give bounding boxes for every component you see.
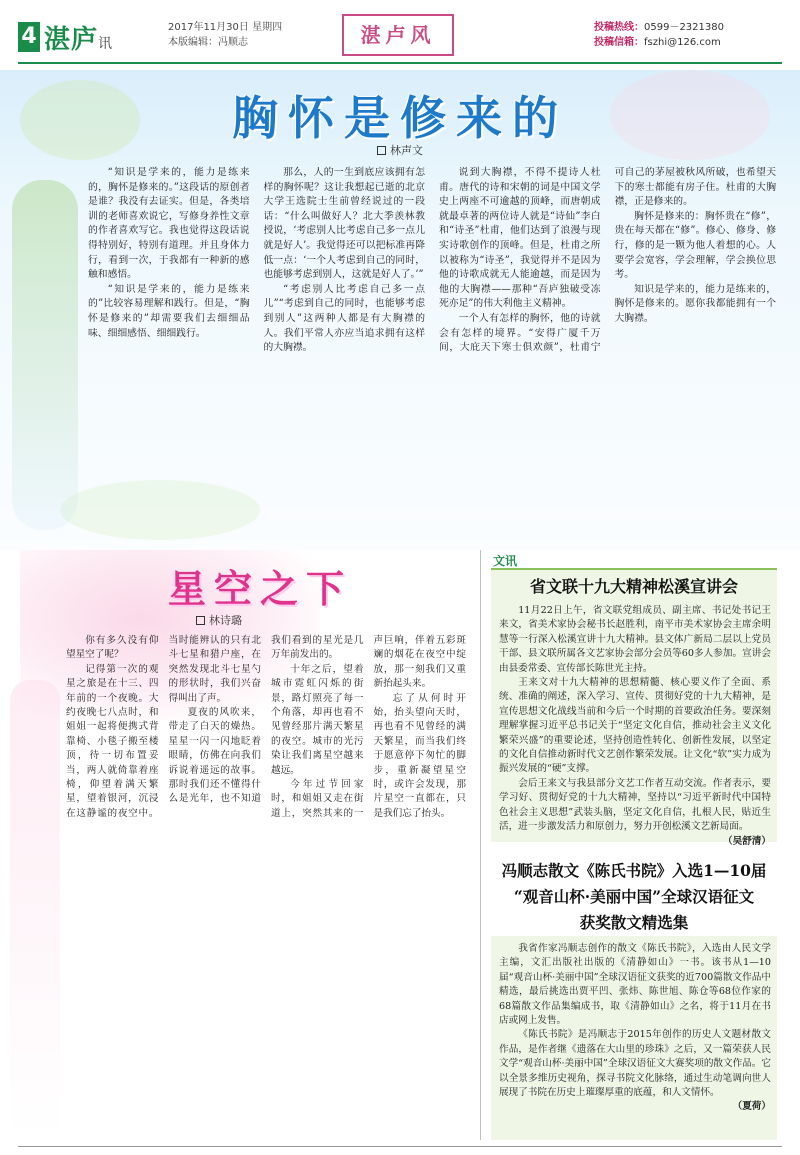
logo-text: 湛庐: [44, 25, 99, 55]
email-label: 投稿信箱：: [594, 37, 644, 48]
article-body: [88, 166, 776, 538]
paragraph: 一个人有怎样的胸怀，他的诗就会有怎样的境界。“安得广厦千万间，大庇天下寒士俱欢颜”，杜甫宁可自己的茅屋被秋风所破，也希望天下的寒士都能有房子住。杜甫的大胸襟，正是修来的。: [439, 167, 776, 354]
paragraph: “知识是学来的，能力是练来的”比较容易理解和践行。但是，“胸怀是修来的”却需要我们去细细品味、细细感悟、细细践行。: [88, 283, 250, 339]
headline-line: “观音山杯·美丽中国”全球汉语征文: [513, 887, 755, 906]
article-chest: [0, 70, 800, 550]
news-body: [499, 942, 771, 1138]
paragraph: 我省作家冯顺志创作的散文《陈氏书院》，入选由人民文学主编，文汇出版社出版的《清静如山》一书。该书从1—10届“观音山杯·美丽中国”全球汉语征文获奖的近700篇散文作品中精选，最后挑选出贾平凹、张炜、陈世旭、陈仓等68位作家的68篇散文作品集编成书，取《清静如山》之名，将于11月在书店或网上发售。: [499, 943, 771, 1027]
square-icon: [377, 146, 386, 155]
article-author: 林诗璐: [209, 614, 242, 627]
paragraph: 11月22日上午，省文联党组成员、副主席、书记处书记王来文，省美术家协会秘书长赵胜利，南平市美术家协会主席余明慧等一行深入松溪宣讲十九大精神。县文体广新局二层以上党员干部、县文联所属各文艺家协会部分会员等60多人参加。宣讲会由县委常委、宣传部长陈世光主持。: [499, 605, 771, 674]
paragraph-text: 《陈氏书院》是冯顺志于2015年创作的历史人文题材散文作品，是作者继《遗落在大山里的珍珠》之后，又一篇荣获人民文学“观音山杯·美丽中国”全球汉语征文大赛奖项的散文作品。它以全景多维历史视角，探寻书院文化脉络，通过生动笔调向世人展现了书院在历史上璀璨厚重的底蕴，和人文情怀。: [499, 1029, 771, 1099]
paragraph: “知识是学来的，能力是练来的，胸怀是修来的。”这段话的原创者是谁？我没有去证实。但是，各类培训的老师喜欢说它，写修身养性文章的作者喜欢写它。我也觉得这段话说得特别好，特别有道理。并且身体力行，看到一次，于我都有一种新的感触和感悟。: [88, 167, 250, 281]
paragraph: 忘了从何时开始，抬头望向天时，再也看不见曾经的满天繁星，而当我们终于愿意停下匆忙的脚步，重新凝望星空时，或许会发现，那片星空一直都在，只是我们忘了抬头。: [373, 692, 466, 819]
page-number: 4: [18, 22, 40, 52]
side-decoration: [10, 680, 60, 1140]
phone-number[interactable]: 0599－2321380: [644, 22, 724, 33]
page-editor: 本版编辑：冯顺志: [168, 37, 248, 48]
paragraph: [499, 1028, 771, 1113]
issue-date: 2017年11月30日 星期四: [168, 22, 283, 33]
paragraph-text: 会后王来文与我县部分文艺工作者互动交流。作者表示，要学习好、贯彻好党的十九大精神，坚持以“习近平新时代中国特色社会主义思想”武装头脑，坚定文化自信，扎根人民，贴近生活，进一步激发活力和原创力，努力开创松溪文艺新局面。: [499, 777, 771, 833]
side-decoration: [12, 180, 78, 530]
article-starry-sky: [0, 550, 478, 1155]
paragraph: 记得第一次的观星之旅是在十三、四年前的一个夜晚。大约夜晚七八点时，和姐姐一起将便携式背靠椅、小毯子搬至楼顶，待一切布置妥当，两人就倚靠着座椅，仰望着满天繁星，望着银河，沉浸在这静谧的夜空中。当时能辨认的只有北斗七星和猎户座，在突然发现北斗七星勺的形状时，我们兴奋得叫出了声。: [66, 635, 261, 819]
article-author: 林声文: [390, 144, 423, 157]
news-column: [480, 550, 780, 1140]
paragraph: 知识是学来的，能力是练来的，胸怀是修来的。愿你我都能拥有一个大胸襟。: [614, 283, 776, 324]
paragraph: 夏夜的风吹来，带走了白天的燥热。星星一闪一闪地眨着眼睛，仿佛在向我们诉说着遥远的故事。那时我们还不懂得什么是光年，也不知道我们看到的星光是几万年前发出的。: [168, 635, 364, 805]
paragraph: 胸怀是修来的：胸怀贵在“修”，贵在每天都在“修”。修心、修身、修行，修的是一颗为他人着想的心。人要学会宽容，学会理解，学会换位思考。: [614, 210, 776, 281]
issue-meta: [168, 20, 282, 50]
news-signature: （夏荷）: [732, 1101, 771, 1113]
news-headline: 省文联十九大精神松溪宣讲会: [529, 577, 738, 596]
paragraph: 王来文对十九大精神的思想精髓、核心要义作了全面、系统、准确的阐述，深入学习、宣传、贯彻好党的十九大精神，是宣传思想文化战线当前和今后一个时期的首要政治任务。要深刻理解掌握习近平总书记关于“坚定文化自信，推动社会主义文化繁荣兴盛”的重要论述，坚持创造性转化、创新性发展，以坚定的文化自信推动新时代文艺创作繁荣发展。让文化“软”实力成为振兴发展的“硬”支撑。: [499, 677, 771, 775]
headline-line: 冯顺志散文《陈氏书院》入选1—10届: [501, 861, 767, 880]
paragraph: 你有多久没有仰望星空了呢？: [66, 635, 159, 661]
footer-divider: [18, 1146, 782, 1147]
article-title: 胸怀是修来的: [232, 91, 568, 145]
article-body: [66, 634, 466, 1146]
column-title: 湛卢风: [342, 14, 454, 56]
header-divider: [18, 62, 782, 64]
paragraph: [499, 777, 771, 847]
paragraph: “考虑别人比考虑自己多一点儿”“考虑到自己的同时，也能够考虑到别人”这两种人都是有大胸襟的人。我们平常人亦应当追求拥有这样的大胸襟。: [263, 283, 425, 354]
newspaper-logo: [44, 19, 113, 56]
phone-label: 投稿热线：: [594, 22, 644, 33]
news-tag: 文讯: [493, 554, 518, 568]
logo-suffix: 讯: [98, 36, 114, 52]
news-signature: （吴舒清）: [723, 835, 771, 847]
square-icon: [196, 616, 205, 625]
contact-info: [594, 20, 724, 50]
news-body: [499, 604, 771, 847]
paragraph: 今年过节回家时，和姐姐又走在街道上，突然其来的一声巨响，伴着五彩斑斓的烟花在夜空中绽放，那一刻我们又重新抬起头来。: [271, 635, 466, 819]
email-address[interactable]: fszhi@126.com: [644, 37, 721, 48]
paragraph: 那么，人的一生到底应该拥有怎样的胸怀呢？这让我想起已逝的北京大学王选院士生前曾经说过的一段话：“什么叫做好人？北大季羡林教授说，‘考虑别人比考虑自己多一点儿就是好人’。我觉得还可以把标准再降低一点：‘一个人考虑到自己的同时，也能够考虑到别人，这就是好人了。’”: [263, 167, 425, 281]
article-byline: [196, 612, 242, 628]
page-header: [0, 0, 800, 70]
news-headline: [491, 858, 777, 936]
paragraph: 说到大胸襟，不得不提诗人杜甫。唐代的诗和宋朝的词是中国文学史上两座不可逾越的顶峰，而唐朝成就最卓著的两位诗人就是“诗仙”李白和“诗圣”杜甫，他们达到了浪漫与现实诗歌创作的顶峰。但是，杜甫之所以被称为“诗圣”，我觉得并不是因为他的诗歌成就无人能逾越，而是因为他的大胸襟——那种“吾庐独破受冻死亦足”的伟大利他主义精神。: [439, 167, 601, 310]
article-byline: [0, 142, 800, 158]
article-title: 星空之下: [168, 566, 353, 611]
headline-line: 获奖散文精选集: [579, 913, 689, 932]
paragraph: 十年之后，望着城市霓虹闪烁的街景，路灯照亮了每一个角落，却再也看不见曾经那片满天繁星的夜空。城市的光污染让我们离星空越来越远。: [271, 663, 364, 776]
